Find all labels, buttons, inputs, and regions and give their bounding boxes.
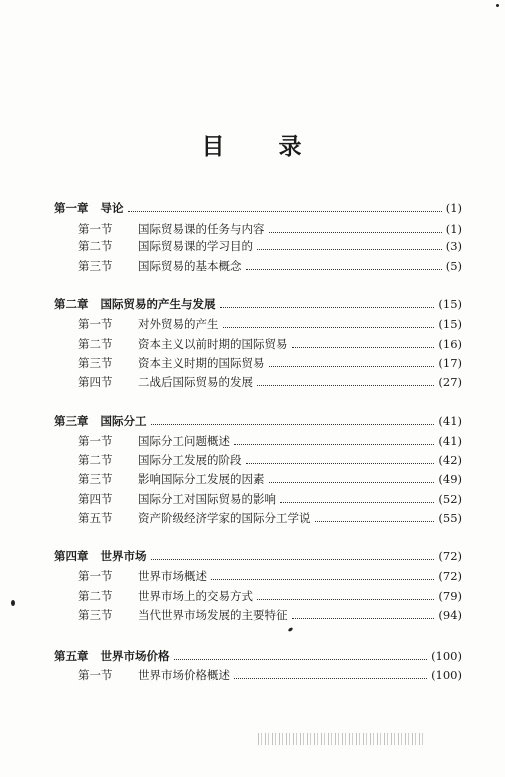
dot-leader	[246, 462, 435, 464]
scan-speck	[288, 627, 294, 632]
page-number: (41)	[438, 414, 462, 428]
dot-leader	[269, 231, 442, 233]
section-title: 国际分工问题概述	[138, 434, 230, 448]
page-number: (17)	[438, 356, 462, 370]
page-number: (49)	[438, 472, 462, 486]
section-title: 世界市场上的交易方式	[138, 589, 253, 603]
toc-section-1-2	[78, 238, 462, 254]
page-number: (15)	[438, 297, 462, 311]
toc-section-1-3	[78, 258, 462, 274]
page-number: (16)	[438, 337, 462, 351]
section-title: 世界市场价格概述	[138, 668, 230, 682]
page-number: (72)	[438, 549, 462, 563]
dot-leader	[128, 210, 442, 212]
section-title: 当代世界市场发展的主要特征	[138, 608, 288, 622]
section-title: 国际贸易的基本概念	[138, 259, 242, 273]
scan-speck	[11, 600, 15, 606]
page-title	[0, 128, 505, 161]
chapter-title: 导论	[100, 201, 124, 215]
toc-chapter-3	[54, 413, 462, 429]
dot-leader	[280, 501, 434, 503]
toc-section-3-1	[78, 433, 462, 449]
page-number: (79)	[438, 589, 462, 603]
dot-leader	[269, 365, 435, 367]
chapter-title: 国际分工	[100, 414, 147, 428]
page-number: (94)	[438, 608, 462, 622]
toc-section-5-1	[78, 667, 462, 683]
section-title: 国际分工发展的阶段	[138, 453, 242, 467]
section-number: 第四节	[78, 492, 113, 506]
dot-leader	[223, 326, 435, 328]
toc-section-3-5	[78, 510, 462, 526]
section-number: 第一节	[78, 317, 113, 331]
section-number: 第五节	[78, 511, 113, 525]
section-number: 第三节	[78, 608, 113, 622]
chapter-title: 世界市场价格	[100, 649, 170, 663]
page-number: (3)	[445, 239, 462, 253]
page-number: (100)	[431, 649, 462, 663]
dot-leader	[151, 558, 435, 560]
dot-leader	[234, 677, 427, 679]
page-number: (52)	[438, 492, 462, 506]
toc-section-2-4	[78, 374, 462, 390]
section-title: 资本主义时期的国际贸易	[138, 356, 265, 370]
page-number: (42)	[438, 453, 462, 467]
toc-section-1-1	[78, 221, 462, 237]
section-title: 世界市场概述	[138, 569, 207, 583]
dot-leader	[151, 423, 435, 425]
section-title: 二战后国际贸易的发展	[138, 375, 253, 389]
section-number: 第三节	[78, 259, 113, 273]
section-number: 第一节	[78, 569, 113, 583]
dot-leader	[257, 384, 434, 386]
page-number: (15)	[438, 317, 462, 331]
page-number: (41)	[438, 434, 462, 448]
section-title: 国际分工对国际贸易的影响	[138, 492, 276, 506]
toc-section-3-2	[78, 452, 462, 468]
dot-leader	[292, 346, 435, 348]
page-number: (55)	[438, 511, 462, 525]
toc-section-3-4	[78, 491, 462, 507]
page-number: (1)	[445, 222, 462, 236]
section-title: 对外贸易的产生	[138, 317, 219, 331]
section-number: 第二节	[78, 337, 113, 351]
dot-leader	[211, 578, 434, 580]
page-number: (5)	[445, 259, 462, 273]
scan-noise-bar	[258, 733, 426, 745]
dot-leader	[292, 617, 435, 619]
scan-speck	[496, 4, 499, 7]
dot-leader	[315, 520, 435, 522]
dot-leader	[269, 481, 435, 483]
toc-chapter-1	[54, 200, 462, 216]
section-number: 第二节	[78, 239, 113, 253]
section-title: 资本主义以前时期的国际贸易	[138, 337, 288, 351]
chapter-number: 第四章	[54, 549, 89, 563]
chapter-number: 第二章	[54, 297, 89, 311]
section-number: 第一节	[78, 434, 113, 448]
section-number: 第三节	[78, 356, 113, 370]
toc-section-2-2	[78, 336, 462, 352]
dot-leader	[246, 268, 442, 270]
toc-section-2-1	[78, 316, 462, 332]
section-number: 第一节	[78, 668, 113, 682]
section-number: 第二节	[78, 589, 113, 603]
page-number: (100)	[431, 668, 462, 682]
toc-section-2-3	[78, 355, 462, 371]
toc-chapter-5	[54, 648, 462, 664]
section-number: 第一节	[78, 222, 113, 236]
dot-leader	[174, 658, 428, 660]
section-title: 国际贸易课的任务与内容	[138, 222, 265, 236]
section-title: 资产阶级经济学家的国际分工学说	[138, 511, 311, 525]
page-number: (72)	[438, 569, 462, 583]
title-char-1: 目	[201, 133, 227, 160]
toc-section-3-3	[78, 471, 462, 487]
toc-chapter-2	[54, 296, 462, 312]
chapter-title: 世界市场	[100, 549, 147, 563]
chapter-number: 第一章	[54, 201, 89, 215]
toc-section-4-1	[78, 568, 462, 584]
page-number: (27)	[438, 375, 462, 389]
page-number: (1)	[445, 201, 462, 215]
section-number: 第二节	[78, 453, 113, 467]
dot-leader	[234, 443, 434, 445]
section-title: 国际贸易课的学习目的	[138, 239, 253, 253]
chapter-number: 第三章	[54, 414, 89, 428]
section-number: 第四节	[78, 375, 113, 389]
chapter-title: 国际贸易的产生与发展	[100, 297, 216, 311]
dot-leader	[257, 598, 434, 600]
title-char-2: 录	[278, 133, 304, 160]
toc-section-4-2	[78, 588, 462, 604]
toc-chapter-4	[54, 548, 462, 564]
dot-leader	[257, 248, 442, 250]
section-title: 影响国际分工发展的因素	[138, 472, 265, 486]
toc-section-4-3	[78, 607, 462, 623]
dot-leader	[220, 306, 435, 308]
section-number: 第三节	[78, 472, 113, 486]
chapter-number: 第五章	[54, 649, 89, 663]
